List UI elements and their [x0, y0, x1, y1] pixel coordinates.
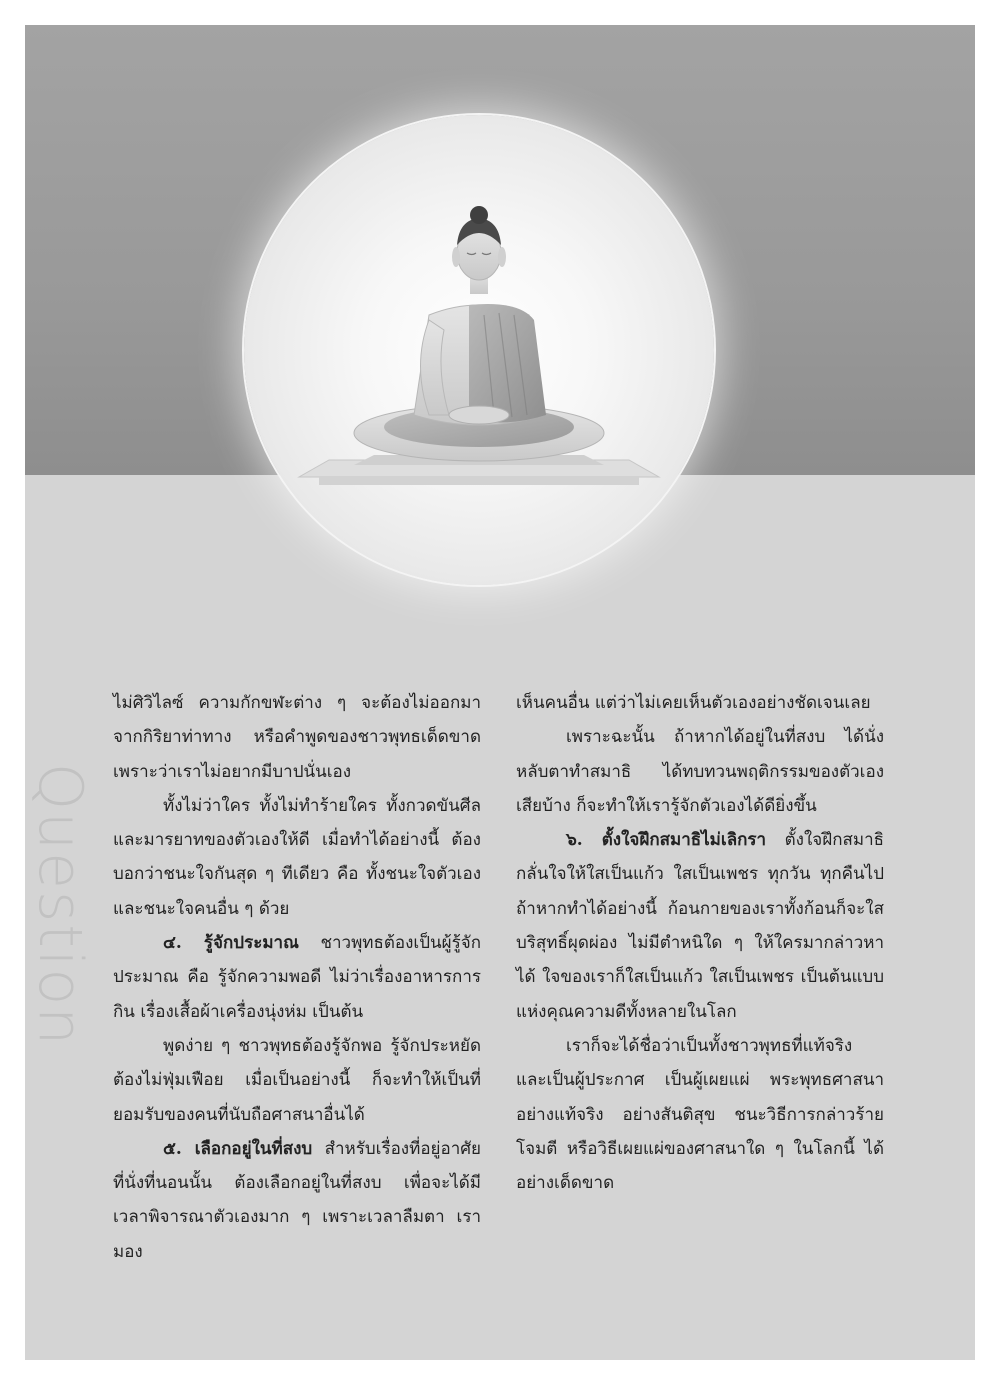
paragraph	[113, 1029, 481, 1132]
meditating-buddha-illustration	[244, 115, 714, 585]
paragraph	[516, 823, 884, 1029]
paragraph-text: พูดง่าย ๆ ชาวพุทธต้องรู้จักพอ รู้จักประหยัด ต้องไม่ฟุ่มเฟือย เมื่อเป็นอย่างนี้ ก็จะทำให้เป็นที่ยอมรับของคนที่นับถือศาสนาอื่นได้	[113, 1035, 481, 1125]
side-title-question	[20, 762, 100, 1048]
right-text-column	[516, 686, 884, 1200]
paragraph	[113, 1132, 481, 1269]
side-title-text: Question	[25, 762, 95, 1048]
paragraph-text: เห็นคนอื่น แต่ว่าไม่เคยเห็นตัวเองอย่างชัดเจนเลย	[516, 693, 871, 713]
paragraph-text: ไม่ศิวิไลซ์ ความกักขฬะต่าง ๆ จะต้องไม่ออกมาจากกิริยาท่าทาง หรือคำพูดของชาวพุทธเด็ดขาด เพราะว่าเราไม่อยากมีบาปนั่นเอง	[113, 693, 481, 782]
paragraph-text: ตั้งใจฝึกสมาธิกลั่นใจให้ใสเป็นแก้ว ใสเป็นเพชร ทุกวัน ทุกคืนไป ถ้าหากทำได้อย่างนี้ ก้อนกายของเราทั้งก้อนก็จะใสบริสุทธิ์ผุดผ่อง ไม่มีตำหนิใด ๆ ให้ใครมากล่าวหาได้ ใจของเราก็ใสเป็นแก้ว ใสเป็นเพชร เป็นต้นแบบแห่งคุณความดีทั้งหลายในโลก	[516, 830, 884, 1022]
paragraph-heading: ๖. ตั้งใจฝึกสมาธิไม่เลิกรา	[566, 830, 767, 851]
paragraph	[516, 686, 884, 720]
paragraph	[113, 686, 481, 789]
paragraph	[113, 789, 481, 926]
paragraph	[516, 1029, 884, 1200]
paragraph-heading: ๔. รู้จักประมาณ	[163, 933, 299, 954]
paragraph-heading: ๕. เลือกอยู่ในที่สงบ	[163, 1138, 313, 1159]
paragraph-text: เราก็จะได้ชื่อว่าเป็นทั้งชาวพุทธที่แท้จริง และเป็นผู้ประกาศ เป็นผู้เผยแผ่ พระพุทธศาสนาอย่างแท้จริง อย่างสันติสุข ชนะวิธีการกล่าวร้ายโจมตี หรือวิธีเผยแผ่ของศาสนาใด ๆ ในโลกนี้ ได้อย่างเด็ดขาด	[516, 1035, 884, 1194]
paragraph	[516, 720, 884, 823]
paragraph	[113, 926, 481, 1029]
left-text-column	[113, 686, 481, 1269]
paragraph-text: สำหรับเรื่องที่อยู่อาศัย ที่นั่งที่นอนนั้น ต้องเลือกอยู่ในที่สงบ เพื่อจะได้มีเวลาพิจารณาตัวเองมาก ๆ เพราะเวลาลืมตา เรามอง	[113, 1138, 481, 1262]
paragraph-text: ทั้งไม่ว่าใคร ทั้งไม่ทำร้ายใคร ทั้งกวดขันศีลและมารยาทของตัวเองให้ดี เมื่อทำได้อย่างนี้ ต้องบอกว่าชนะใจกันสุด ๆ ทีเดียว คือ ทั้งชนะใจตัวเอง และชนะใจคนอื่น ๆ ด้วย	[113, 795, 481, 919]
paragraph-text: ชาวพุทธต้องเป็นผู้รู้จักประมาณ คือ รู้จักความพอดี ไม่ว่าเรื่องอาหารการกิน เรื่องเสื้อผ้าเครื่องนุ่งห่ม เป็นต้น	[113, 933, 481, 1022]
paragraph-text: เพราะฉะนั้น ถ้าหากได้อยู่ในที่สงบ ได้นั่งหลับตาทำสมาธิ ได้ทบทวนพฤติกรรมของตัวเองเสียบ้าง ก็จะทำให้เรารู้จักตัวเองได้ดียิ่งขึ้น	[516, 727, 884, 816]
